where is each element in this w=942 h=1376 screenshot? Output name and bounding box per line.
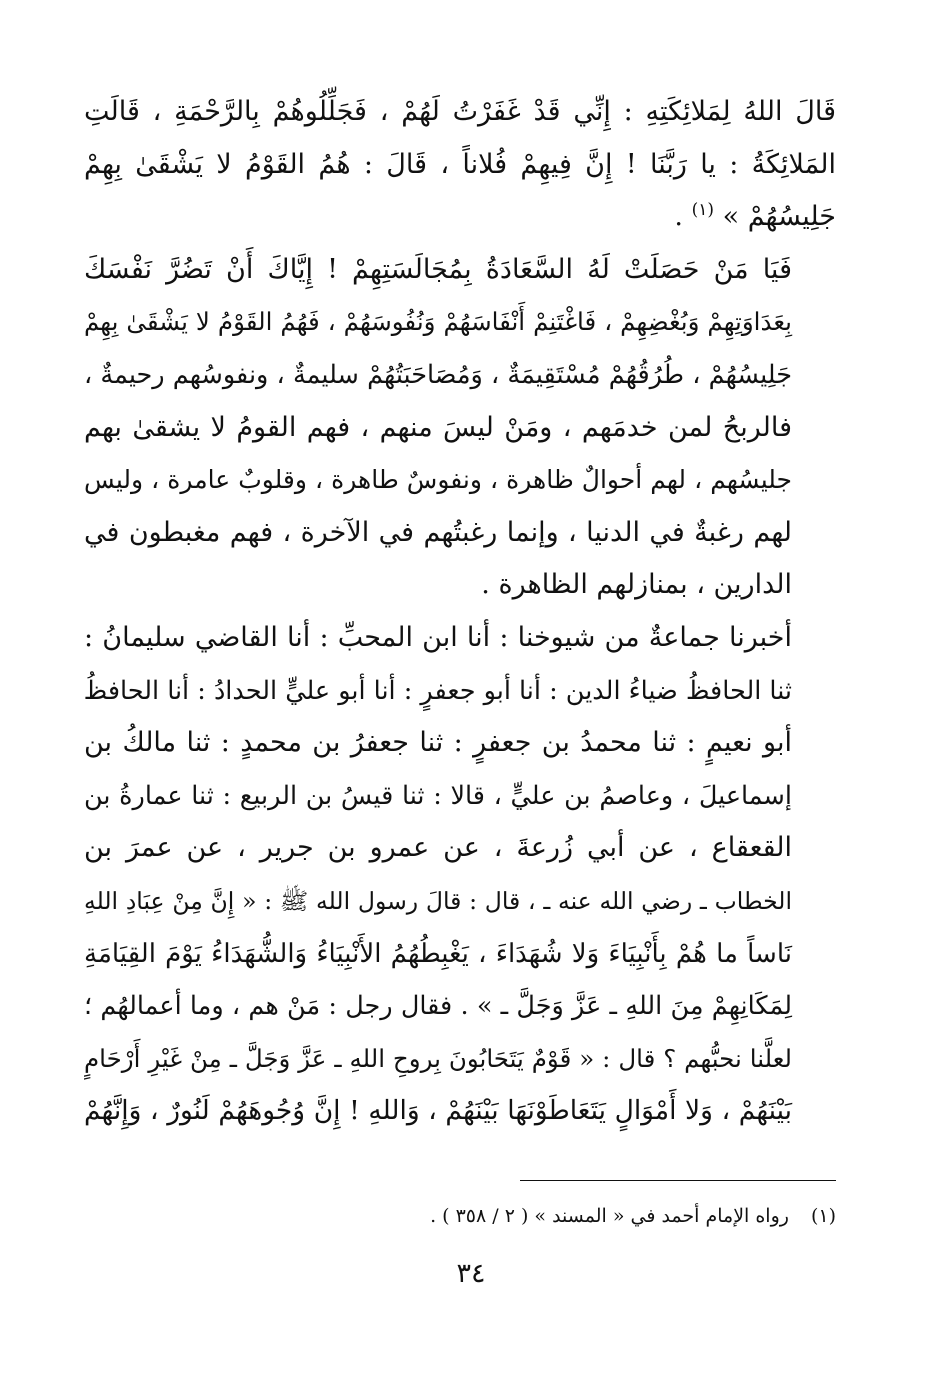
- text-line: فَيَا مَنْ حَصَلَتْ لَهُ السَّعَادَةُ بِمُجَالَسَتِهِمْ ! إِيَّاكَ أَنْ تَضُرَّ نَفْسَكَ: [84, 253, 792, 285]
- paragraph-1: [84, 86, 836, 244]
- text-line: المَلائِكَةُ : يا رَبَّنَا ! إِنَّ فِيهِمْ فُلاناً ، قَالَ : هُمُ القَوْمُ لا يَشْقَىٰ بِهِمْ: [84, 148, 836, 180]
- text-line: الدارين ، بمنازلهم الظاهرة .: [481, 569, 792, 601]
- text-line: جَلِيسُهُمْ ، طُرُقُهُمْ مُسْتَقِيمَةٌ ، وَمُصَاحَبَتُهُمْ سليمةٌ ، ونفوسُهم رحيمةٌ ،: [84, 359, 792, 390]
- page-number: ٣٤: [456, 1258, 486, 1289]
- footnote-reference: (١): [691, 200, 715, 221]
- footnote-text: رواه الإمام أحمد في « المسند » ( ٢ / ٣٥٨ ) .: [430, 1205, 789, 1227]
- text-line-content: جَلِيسُهُمْ »: [722, 201, 836, 233]
- text-line: نَاساً ما هُمْ بِأَنْبِيَاءَ وَلا شُهَدَاءَ ، يَغْبِطُهُمُ الأَنْبِيَاءُ وَالشُّهَدَاءُ يَوْمَ القِيَامَةِ: [84, 938, 792, 969]
- text-line: أخبرنا جماعةٌ من شيوخنا : أنا ابن المحبِّ : أنا القاضي سليمانُ :: [84, 621, 792, 653]
- text-line: إسماعيلَ ، وعاصمُ بن عليٍّ ، قالا : ثنا قيسُ بن الربيع : ثنا عمارةُ بن: [84, 780, 792, 811]
- paragraph-2: [84, 244, 836, 612]
- text-line: القعقاع ، عن أبي زُرعةَ ، عن عمرو بن جرير ، عن عمرَ بن: [84, 832, 792, 864]
- paragraph-3: [84, 612, 836, 1138]
- text-line: قَالَ اللهُ لِمَلائِكَتِهِ : إِنِّي قَدْ غَفَرْتُ لَهُمْ ، فَجَلِّلُوهُمْ بِالرَّحْمَةِ ، قَالَتِ: [84, 96, 836, 127]
- text-line: [84, 191, 836, 244]
- footnote-separator: [520, 1180, 836, 1181]
- main-text: [84, 86, 836, 1138]
- text-line: لِمَكَانِهِمْ مِنَ اللهِ ـ عَزَّ وَجَلَّ ـ » . فقال رجل : مَنْ هم ، وما أعمالهُم ؛: [84, 991, 792, 1022]
- footnote: [84, 1201, 836, 1231]
- text-line: جليسُهم ، لهم أحوالٌ ظاهرة ، ونفوسٌ طاهرة ، وقلوبٌ عامرة ، وليس: [84, 465, 792, 495]
- text-line: بِعَدَاوَتِهِمْ وَبُغْضِهِمْ ، فَاغْتَنِمْ أَنْفَاسَهُمْ وَنُفُوسَهُمْ ، فَهُمُ القَوْمُ لا يَشْقَىٰ بِهِمْ: [84, 307, 792, 337]
- footnote-number: (١): [810, 1205, 836, 1227]
- text-line: فالربحُ لمن خدمَهم ، ومَنْ ليسَ منهم ، فهم القومُ لا يشقىٰ بهم: [84, 411, 792, 443]
- text-line: لهم رغبةٌ في الدنيا ، وإنما رغبتُهم في الآخرة ، فهم مغبطون في: [84, 516, 792, 548]
- text-line: لعلَّنا نحبُّهم ؟ قال : « قَوْمٌ يَتَحَابُونَ بِروحِ اللهِ ـ عَزَّ وَجَلَّ ـ مِنْ غَيْرِ أَرْحَامٍ: [84, 1043, 792, 1073]
- text-line: أبو نعيمٍ : ثنا محمدُ بن جعفرٍ : ثنا جعفرُ بن محمدٍ : ثنا مالكُ بن: [84, 727, 792, 759]
- text-line-tail: .: [674, 201, 692, 233]
- text-line: الخطاب ـ رضي الله عنه ـ ، قال : قالَ رسول الله ﷺ : « إِنَّ مِنْ عِبَادِ اللهِ: [84, 886, 792, 915]
- text-line: ثنا الحافظُ ضياءُ الدين : أنا أبو جعفرٍ : أنا أبو عليٍّ الحدادُ : أنا الحافظُ: [84, 675, 792, 706]
- text-line: بَيْنَهُمْ ، وَلا أَمْوَالٍ يَتَعَاطَوْنَهَا بَيْنَهُمْ ، وَاللهِ ! إِنَّ وُجُوهَهُمْ لَنُورٌ ، وَإِنَّهُمْ: [84, 1095, 792, 1127]
